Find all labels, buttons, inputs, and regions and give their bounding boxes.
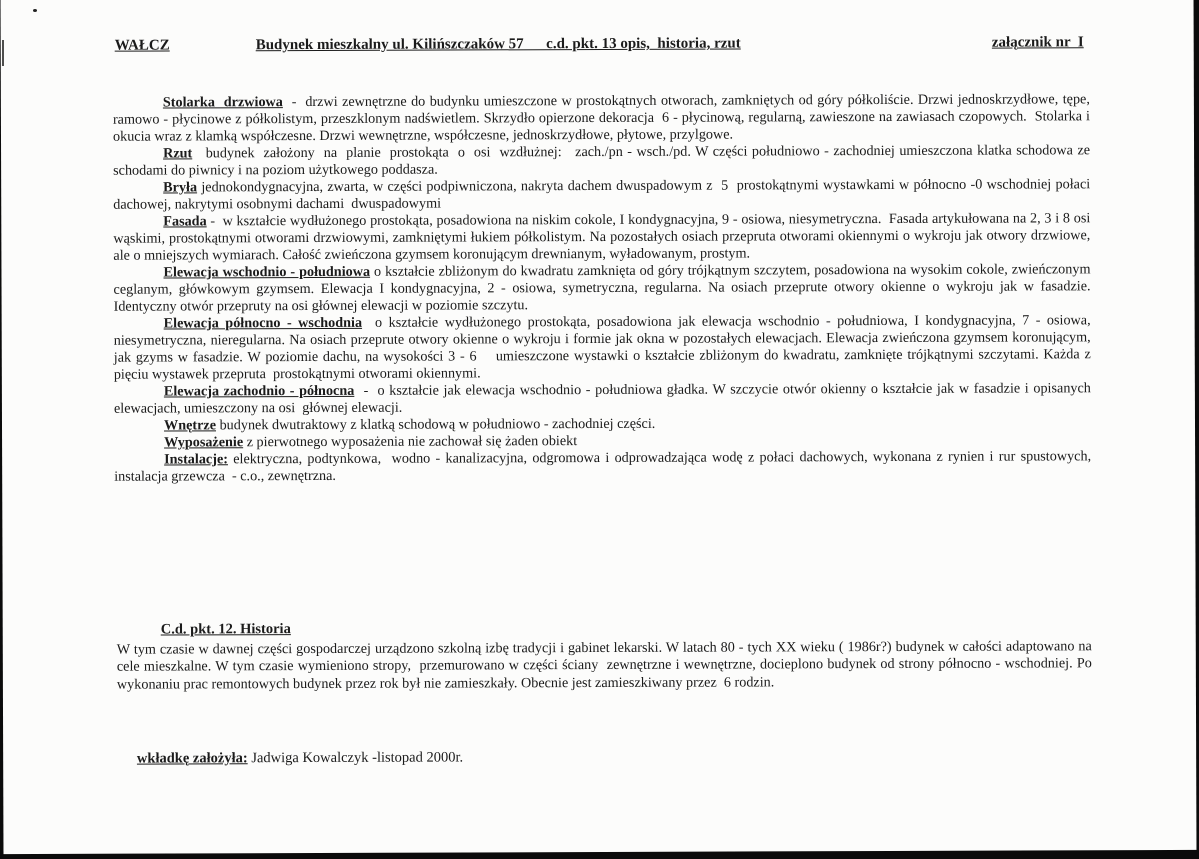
paragraph-fasada bbox=[113, 210, 1094, 264]
paragraph-instalacje bbox=[114, 448, 1095, 485]
paragraph-elewacja-zachodnio-polnocna bbox=[113, 380, 1095, 417]
paragraph-text: - w kształcie wydłużonego prostokąta, posadowiona na niskim cokole, I kondygnacyjna, 9 - osiowa, niesymetryczna. Fasada artykułowana na 2, 3 i 8 osi wąskimi, prostokątnymi otworami drzwiowymi, zamkniętymi łukiem półkolistym. Na pozostałych osiach przepruta otworami okiennymi o wykroju jak otwory drzwiowe, ale o mniejszych wymiarach. Całość zwieńczona gzymsem koronującym drewnianym, wyładowanym, prostym. bbox=[113, 210, 1094, 264]
paragraph-elewacja-wschodnio-poludniowa bbox=[113, 261, 1095, 315]
paragraph-text: budynek założony na planie prostokąta o osi wzdłużnej: zach./pn - wsch./pd. W części południowo - zachodniej umieszczona klatka schodowa ze schodami do piwnicy i na poziom użytkowego poddasza. bbox=[113, 142, 1094, 179]
paragraph-lead: Wyposażenie bbox=[164, 434, 244, 451]
header-title: Budynek mieszkalny ul. Kilińszczaków 57 c.d. pkt. 13 opis, historia, rzut bbox=[255, 35, 741, 54]
paragraph-lead: Rzut bbox=[163, 145, 193, 162]
paragraph-lead: Wnętrze bbox=[163, 417, 217, 434]
paragraph-text: jednokondygnacyjna, zwarta, w części podpiwniczona, nakryta dachem dwuspadowym z 5 prostokątnymi wystawkami w północno -0 wschodniej połaci dachowej, nakrytymi osobnymi dachami dwuspadowymi bbox=[113, 176, 1094, 213]
footer-note bbox=[115, 730, 1092, 784]
paragraph-text: elektryczna, podtynkowa, wodno - kanalizacyjna, odgromowa i odprowadzająca wodę z połaci dachowych, wykonana z rynien i rur spustowych, instalacja grzewcza - c.o., zewnętrzna. bbox=[114, 448, 1095, 485]
paragraph-lead: Instalacje: bbox=[164, 451, 228, 468]
paragraph-lead: Elewacja zachodnio - północna bbox=[163, 382, 355, 400]
document-page bbox=[1, 0, 1197, 854]
paragraph-text: budynek dwutraktowy z klatką schodową w południowo - zachodniej części. bbox=[215, 415, 656, 434]
paragraph-text: o kształcie zbliżonym do kwadratu zamknięta od góry trójkątnym szczytem, posadowiona na wysokim cokole, zwieńczonym ceglanym, główkowym gzymsem. Elewacja I kondygnacyjna, 2 - osiowa, symetryczna, regularna. Na osiach przeprute otwory okienne o wykroju jak w fasadzie. Identyczny otwór przepruty na osi głównej elewacji w poziomie szczytu. bbox=[113, 261, 1095, 315]
paragraph-lead: Elewacja wschodnio - południowa bbox=[163, 263, 371, 281]
header-city: WAŁCZ bbox=[114, 37, 170, 54]
footer-lead: wkładkę założyła: bbox=[136, 750, 248, 767]
paragraph-bryla bbox=[113, 176, 1094, 213]
history-heading: C.d. pkt. 12. Historia bbox=[160, 621, 291, 638]
paragraph-lead: Stolarka drzwiowa bbox=[162, 94, 283, 111]
scan-speck bbox=[33, 9, 37, 12]
footer-text: Jadwiga Kowalczyk -listopad 2000r. bbox=[247, 749, 464, 767]
paragraph-elewacja-polnocno-wschodnia bbox=[113, 312, 1095, 383]
history-section bbox=[115, 618, 1096, 693]
paragraph-text: z pierwotnego wyposażenia nie zachował się żaden obiekt bbox=[243, 433, 578, 451]
document-body bbox=[112, 91, 1095, 485]
scan-edge-artifact bbox=[2, 40, 4, 66]
document-header bbox=[113, 34, 1090, 54]
paragraph-rzut bbox=[113, 142, 1094, 179]
history-text: W tym czasie w dawnej części gospodarczej urządzono szkolną izbę tradycji i gabinet lekarski. W latach 80 - tych XX wieku ( 1986r?) budynek w całości adaptowano na cele mieszkalne. W tym czasie wymieniono stropy, przemurowano w części ściany zewnętrzne i wewnętrzne, docieplono budynek od strony północno - wschodniej. Po wykonaniu prac remontowych budynek przez rok był nie zamieszkały. Obecnie jest zamieszkiwany przez 6 rodzin. bbox=[116, 637, 1096, 693]
paragraph-text: - o kształcie jak elewacja wschodnio - południowa gładka. W szczycie otwór okienny o kształcie jak w fasadzie i opisanych elewacjach, umieszczony na osi głównej elewacji. bbox=[113, 380, 1095, 417]
paragraph-stolarka bbox=[112, 91, 1094, 145]
paragraph-lead: Bryła bbox=[163, 179, 198, 196]
paragraph-text: o kształcie wydłużonego prostokąta, posadowiona jak elewacja wschodnio - południowa, I kondygnacyjna, 7 - osiowa, niesymetryczna, nieregularna. Na osiach przeprute otwory okienne o wykroju i formie jak okna w pozostałych elewacjach. Elewacja zwieńczona gzymsem koronującym, jak gzyms w fasadzie. W poziomie dachu, na wysokości 3 - 6 umieszczone wystawki o kształcie zbliżonym do kwadratu, zamknięte trójkątnymi szczytami. Każda z pięciu wystawek przepruta prostokątnymi otworami okiennymi. bbox=[113, 312, 1095, 383]
paragraph-lead: Elewacja północno - wschodnia bbox=[163, 314, 363, 332]
header-attachment-number: załącznik nr I bbox=[991, 34, 1084, 51]
paragraph-text: - drzwi zewnętrzne do budynku umieszczone w prostokątnych otworach, zamkniętych od góry półkoliście. Drzwi jednoskrzydłowe, tępe, ramowo - płycinowe z półkolistym, przeszklonym nadświetlem. Skrzydło opierzone dekoracja 6 - płycinową, regularną, zawieszone na zawiasach czopowych. Stolarka i okucia wraz z klamką współczesne. Drzwi wewnętrzne, współczesne, jednoskrzydłowe, płytowe, przylgowe. bbox=[112, 91, 1094, 145]
paragraph-lead: Fasada bbox=[163, 213, 207, 230]
